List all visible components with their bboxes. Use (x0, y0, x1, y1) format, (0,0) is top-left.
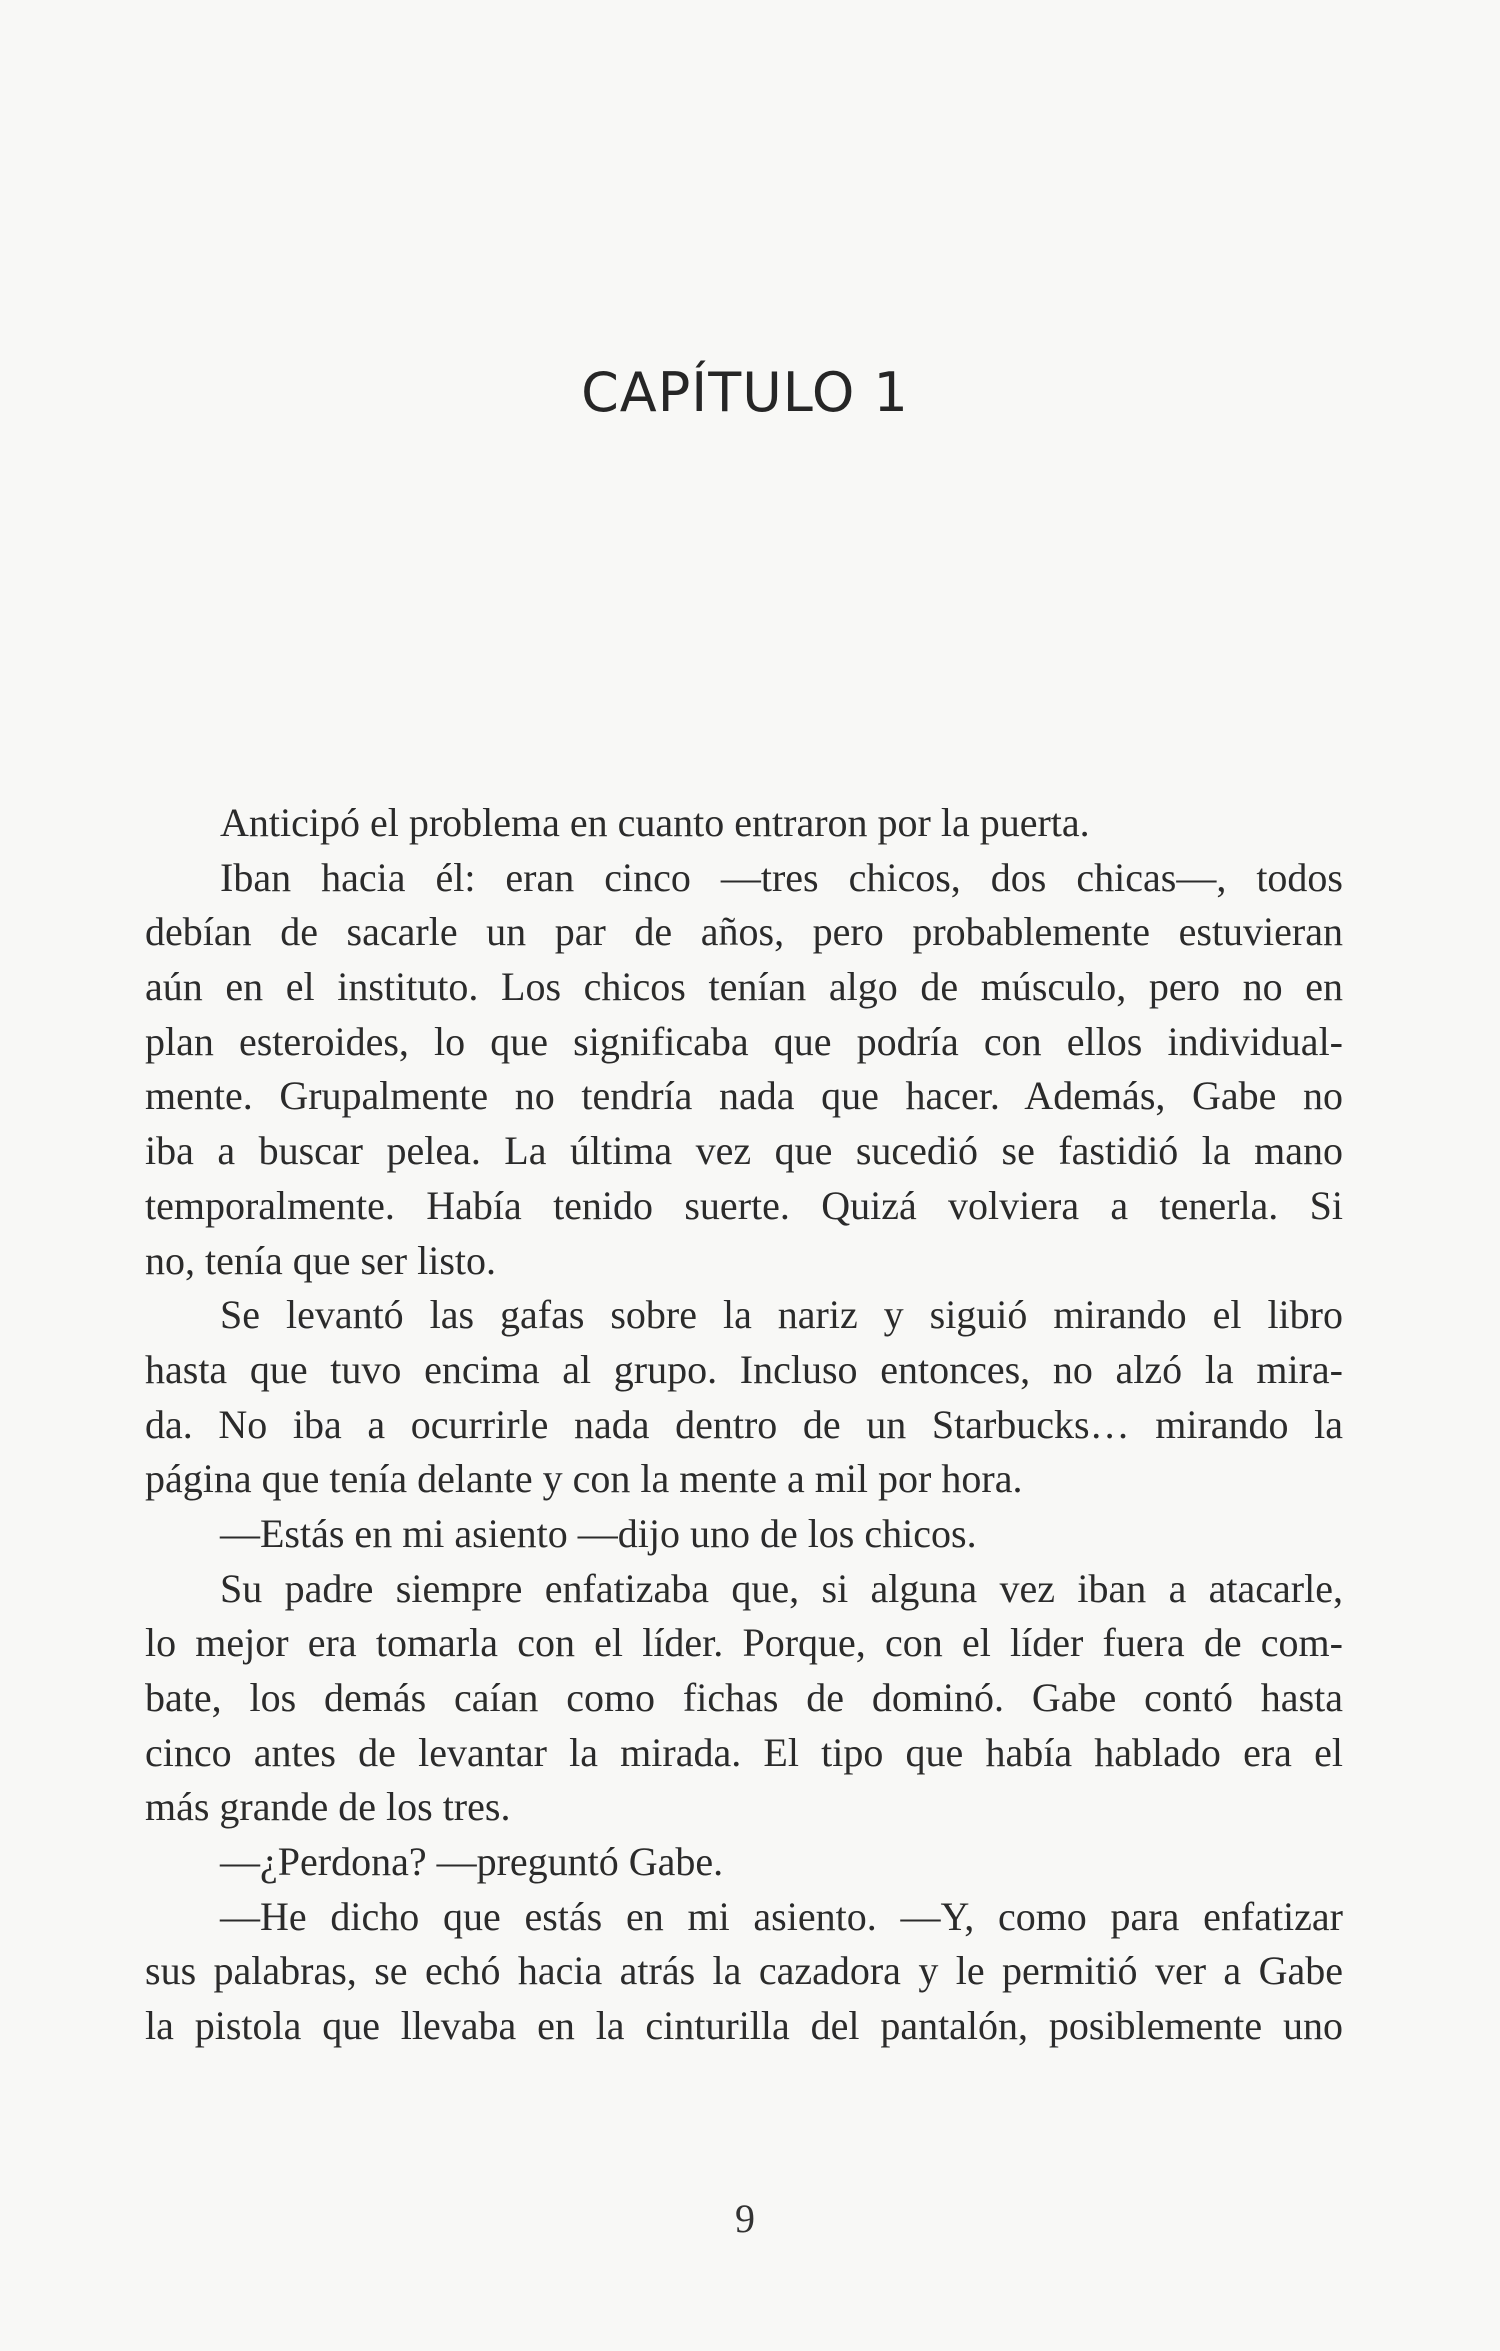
text-line: la pistola que llevaba en la cinturilla del pantalón, posiblemente uno (145, 2003, 1343, 2049)
text-line: Se levantó las gafas sobre la nariz y siguió mirando el libro (220, 1292, 1343, 1338)
text-line: cinco antes de levantar la mirada. El tipo que había hablado era el (145, 1729, 1343, 1775)
text-line: bate, los demás caían como fichas de dominó. Gabe contó hasta (145, 1675, 1343, 1720)
text-line: más grande de los tres. (145, 1784, 511, 1830)
text-line: —Estás en mi asiento —dijo uno de los chicos. (220, 1510, 977, 1556)
text-line: Anticipó el problema en cuanto entraron por la puerta. (220, 800, 1090, 845)
text-line: temporalmente. Había tenido suerte. Quizá volviera a tenerla. Si (145, 1182, 1343, 1228)
text-line: página que tenía delante y con la mente a mil por hora. (145, 1456, 1023, 1502)
text-line: aún en el instituto. Los chicos tenían algo de músculo, pero no en (145, 964, 1343, 1010)
text-line: no, tenía que ser listo. (145, 1237, 497, 1283)
text-line: lo mejor era tomarla con el líder. Porque, con el líder fuera de com- (145, 1620, 1343, 1666)
chapter-title: CAPÍTULO 1 (581, 361, 909, 425)
text-line: iba a buscar pelea. La última vez que sucedió se fastidió la mano (145, 1128, 1343, 1174)
text-line: mente. Grupalmente no tendría nada que hacer. Además, Gabe no (145, 1073, 1343, 1119)
page-number: 9 (735, 2196, 755, 2241)
text-line: —¿Perdona? —preguntó Gabe. (220, 1839, 724, 1885)
text-line: sus palabras, se echó hacia atrás la cazadora y le permitió ver a Gabe (145, 1948, 1343, 1994)
text-line: da. No iba a ocurrirle nada dentro de un Starbucks… mirando la (145, 1401, 1343, 1447)
chapter-body (145, 796, 1343, 2054)
text-line: —He dicho que estás en mi asiento. —Y, como para enfatizar (220, 1893, 1343, 1939)
text-line: hasta que tuvo encima al grupo. Incluso entonces, no alzó la mira- (145, 1346, 1343, 1392)
text-line: plan esteroides, lo que significaba que podría con ellos individual- (145, 1018, 1343, 1064)
text-line: Su padre siempre enfatizaba que, si alguna vez iban a atacarle, (220, 1565, 1343, 1611)
text-line: Iban hacia él: eran cinco —tres chicos, dos chicas—, todos (220, 854, 1343, 900)
text-line: debían de sacarle un par de años, pero probablemente estuvieran (145, 909, 1343, 955)
